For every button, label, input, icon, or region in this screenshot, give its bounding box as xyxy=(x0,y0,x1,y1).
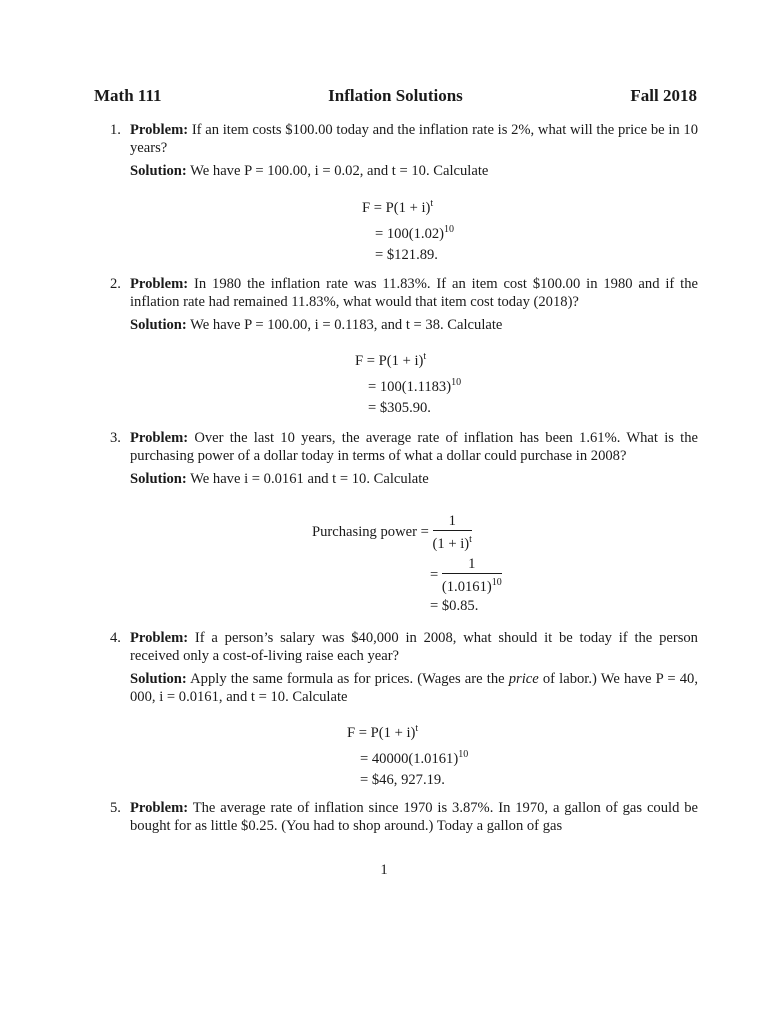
exponent: t xyxy=(430,198,434,209)
equation-text: F = P(1 + i) xyxy=(362,199,431,216)
equation-line xyxy=(362,245,454,266)
solution-label: Solution: xyxy=(130,671,187,687)
purchasing-power-label: Purchasing power = xyxy=(312,523,429,540)
document-title: Inflation Solutions xyxy=(328,86,463,105)
exponent: t xyxy=(423,351,427,362)
equation-text: = $121.89. xyxy=(375,246,438,263)
equation-text: = $305.90. xyxy=(368,399,431,416)
equation-text: = 100(1.02) xyxy=(375,225,445,242)
emphasis-text: price xyxy=(508,671,539,687)
equation-line xyxy=(312,596,502,617)
problem-label: Problem: xyxy=(130,800,189,816)
problem-statement: In 1980 the inflation rate was 11.83%. If an item cost $100.00 in 1980 and if the inflation rate had remained 11.83%, what would that item cost today (2018)? xyxy=(130,276,698,310)
equation-4 xyxy=(347,718,468,791)
page-header xyxy=(94,86,697,110)
denominator-text: (1.0161) xyxy=(441,578,492,595)
equation-line xyxy=(355,398,461,419)
fraction xyxy=(442,555,502,596)
equation-line xyxy=(347,744,468,770)
problem-number: 3. xyxy=(110,430,121,446)
problem-number: 2. xyxy=(110,276,121,292)
problem-number: 1. xyxy=(110,122,121,138)
problem-text xyxy=(130,276,698,311)
problem-label: Problem: xyxy=(130,630,189,646)
equation-text: = $46, 927.19. xyxy=(360,771,445,788)
exponent: t xyxy=(469,534,472,545)
problem-statement: Over the last 10 years, the average rate of inflation has been 1.61%. What is the purchasing power of a dollar today in terms of what a dollar could purchase in 2008? xyxy=(130,430,698,464)
equation-text: F = P(1 + i) xyxy=(347,724,416,741)
equation-line xyxy=(355,372,461,398)
solution-label: Solution: xyxy=(130,471,187,487)
equation-line xyxy=(312,512,502,553)
problem-label: Problem: xyxy=(130,430,189,446)
numerator: 1 xyxy=(442,555,502,574)
denominator-text: (1 + i) xyxy=(432,535,470,552)
solution-statement: We have P = 100.00, i = 0.02, and t = 10. Calculate xyxy=(190,163,489,179)
equation-2 xyxy=(355,346,461,419)
equation-line xyxy=(362,193,454,219)
equation-line xyxy=(347,718,468,744)
solution-label: Solution: xyxy=(130,163,187,179)
exponent: 10 xyxy=(451,376,462,388)
solution-statement: Apply the same formula as for prices. (Wages are the xyxy=(190,671,505,687)
course-name: Math 111 xyxy=(94,86,162,105)
exponent: 10 xyxy=(458,748,469,760)
equation-line xyxy=(355,346,461,372)
equation-text: = 40000(1.0161) xyxy=(360,750,459,767)
fraction xyxy=(433,512,472,553)
problem-text xyxy=(130,630,698,665)
problem-text xyxy=(130,800,698,835)
solution-text xyxy=(130,317,698,335)
equation-text: F = P(1 + i) xyxy=(355,352,424,369)
equation-text: = 100(1.1183) xyxy=(368,378,452,395)
solution-statement: We have i = 0.0161 and t = 10. Calculate xyxy=(190,471,429,487)
problem-statement: If an item costs $100.00 today and the inflation rate is 2%, what will the price be in 10 years? xyxy=(130,122,698,156)
problem-text xyxy=(130,430,698,465)
solution-statement-cont: of labor.) We have P = 40, 000, i = 0.0161, and t = 10. Calculate xyxy=(130,671,698,705)
problem-statement: If a person’s salary was $40,000 in 2008, what should it be today if the person received only a cost-of-living raise each year? xyxy=(130,630,698,664)
problem-1 xyxy=(110,122,698,181)
problem-number: 4. xyxy=(110,630,121,646)
numerator: 1 xyxy=(433,512,472,531)
denominator xyxy=(442,574,502,596)
problem-3 xyxy=(110,430,698,489)
equation-1 xyxy=(362,193,454,266)
solution-text xyxy=(130,163,698,181)
exponent: 10 xyxy=(491,576,502,588)
page-number: 1 xyxy=(380,862,388,878)
term-label: Fall 2018 xyxy=(630,86,697,105)
solution-label: Solution: xyxy=(130,317,187,333)
problem-statement: The average rate of inflation since 1970 is 3.87%. In 1970, a gallon of gas could be bought for as little $0.25. (You had to shop around.) Today a gallon of gas xyxy=(130,800,699,834)
solution-text xyxy=(130,471,698,489)
denominator xyxy=(433,531,472,553)
solution-statement: We have P = 100.00, i = 0.1183, and t = 38. Calculate xyxy=(190,317,503,333)
problem-5 xyxy=(110,800,698,835)
equation-text: = $0.85. xyxy=(430,597,479,614)
problem-2 xyxy=(110,276,698,335)
equation-line xyxy=(362,219,454,245)
solution-text xyxy=(130,671,698,706)
equation-line xyxy=(347,770,468,791)
problem-4 xyxy=(110,630,698,706)
exponent: t xyxy=(415,723,419,734)
equation-3 xyxy=(312,512,502,617)
problem-number: 5. xyxy=(110,800,121,816)
equation-line xyxy=(312,555,502,596)
equals-sign: = xyxy=(430,566,439,583)
exponent: 10 xyxy=(444,223,455,235)
problem-label: Problem: xyxy=(130,276,189,292)
problem-label: Problem: xyxy=(130,122,189,138)
problem-text xyxy=(130,122,698,157)
